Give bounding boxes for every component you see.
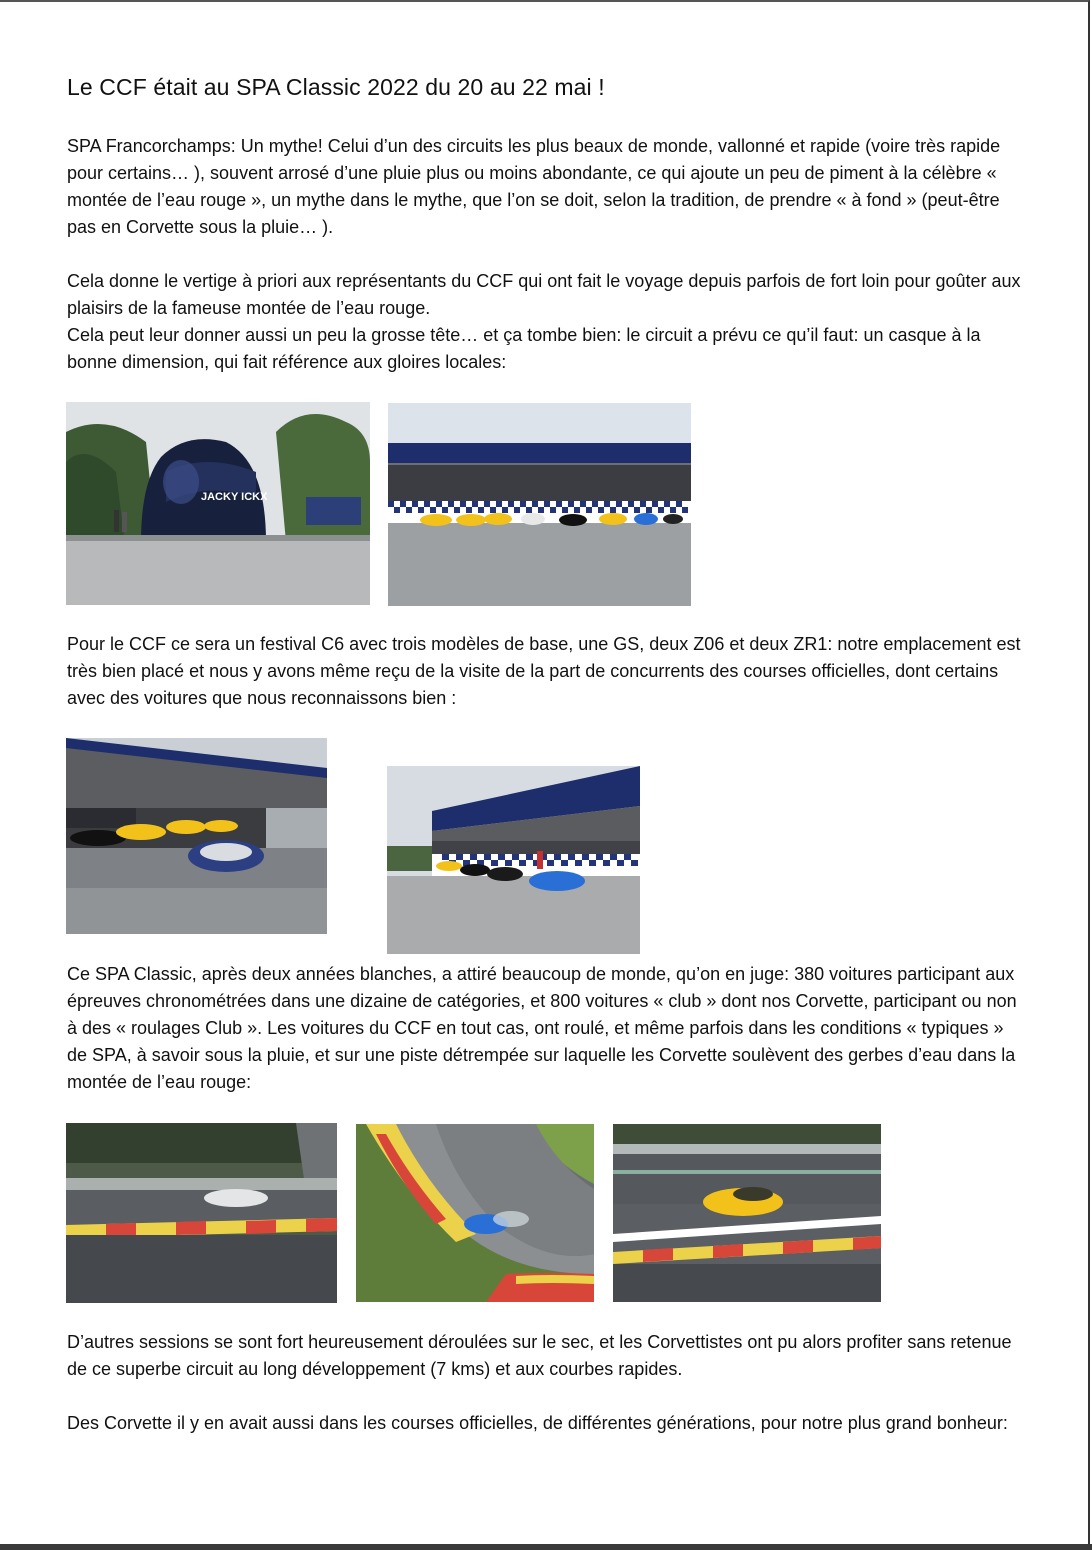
- wet-pit-lane-photo: [66, 738, 327, 934]
- official-races-paragraph: Des Corvette il y en avait aussi dans les courses officielles, de différentes générations, pour notre plus grand bonheur:: [67, 1413, 1008, 1433]
- svg-text:JACKY ICKX: JACKY ICKX: [201, 491, 268, 503]
- c6-festival-paragraph: Pour le CCF ce sera un festival C6 avec trois modèles de base, une GS, deux Z06 et deux ZR1: notre emplacement est très bien placé et nous y avons même reçu de la visite de la part de concurrents des courses officielles, dont certains avec des voitures que nous reconnaissons bien :: [67, 634, 1021, 708]
- vertigo-paragraph: Cela donne le vertige à priori aux représentants du CCF qui ont fait le voyage depuis parfois de fort loin pour goûter aux plaisirs de la fameuse montée de l’eau rouge.: [67, 271, 1021, 318]
- dry-session-paragraph: D’autres sessions se sont fort heureusement déroulées sur le sec, et les Corvettistes ont pu alors profiter sans retenue de ce superbe circuit au long développement (7 kms) et aux courbes rapides.: [67, 1332, 1012, 1379]
- helmet-dome-photo: [66, 402, 370, 605]
- blue-corvette-pit-photo: [387, 766, 640, 954]
- spa-classic-paragraph: Ce SPA Classic, après deux années blanches, a attiré beaucoup de monde, qu’on en juge: 380 voitures participant aux épreuves chronométrées dans une dizaine de catégories, et 800 voitures « club » dont nos Corvette, participant ou non à des « roulages Club ». Les voitures du CCF en tout cas, ont roulé, et même parfois dans les conditions « typiques » de SPA, à savoir sous la pluie, et sur une piste détrempée sur laquelle les Corvette soulèvent des gerbes d’eau dans la montée de l’eau rouge:: [67, 964, 1017, 1092]
- page-title: Le CCF était au SPA Classic 2022 du 20 au 22 mai !: [67, 74, 605, 100]
- pit-building-photo: [388, 403, 691, 606]
- page-bottom-border: [0, 1544, 1092, 1550]
- blue-corvette-rain-photo: [356, 1124, 594, 1302]
- intro-paragraph: SPA Francorchamps: Un mythe! Celui d’un des circuits les plus beaux de monde, vallonné et rapide (voire très rapide pour certains… ), souvent arrosé d’une pluie plus ou moins abondante, ce qui ajoute un peu de piment à la célèbre « montée de l’eau rouge », un mythe dans le mythe, que l’on se doit, selon la tradition, de prendre « à fond » (peut-être pas en Corvette sous la pluie… ).: [67, 136, 1001, 237]
- helmet-paragraph: Cela peut leur donner aussi un peu la grosse tête… et ça tombe bien: le circuit a prévu ce qu’il faut: un casque à la bonne dimension, qui fait référence aux gloires locales:: [67, 325, 981, 372]
- yellow-corvette-track-photo: [613, 1124, 881, 1302]
- silver-corvette-track-photo: [66, 1123, 337, 1303]
